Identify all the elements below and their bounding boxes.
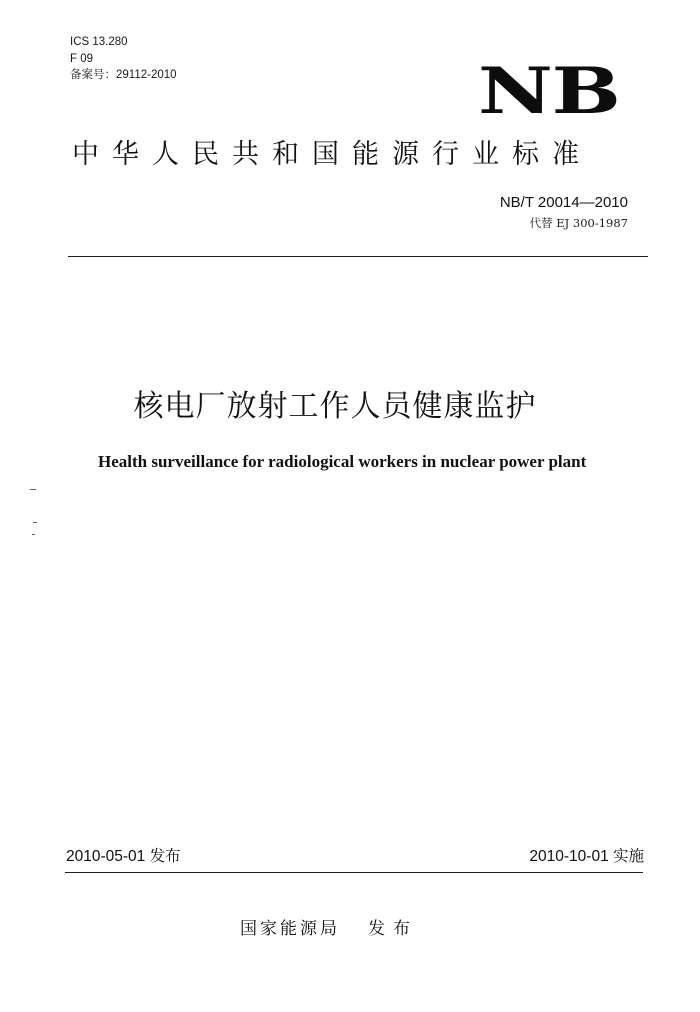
publisher-action: 发布 <box>368 919 418 939</box>
document-title-chinese: 核电厂放射工作人员健康监护 <box>133 389 537 424</box>
nb-logo: NB <box>478 54 620 129</box>
scan-speck <box>32 534 35 535</box>
bottom-divider <box>65 872 643 873</box>
publisher-organization: 国家能源局 <box>240 919 340 939</box>
publisher-line <box>240 918 418 940</box>
scan-speck <box>30 489 36 490</box>
document-title-english: Health surveillance for radiological workers in nuclear power plant <box>98 452 587 471</box>
ccs-code: F 09 <box>70 53 94 65</box>
standard-number: NB/T 20014—2010 <box>499 194 628 211</box>
implementation-date: 2010-10-01 实施 <box>529 848 644 865</box>
replaces-standard: 代替 EJ 300-1987 <box>529 216 628 230</box>
scan-speck <box>33 522 37 523</box>
ics-code: ICS 13.280 <box>70 36 128 48</box>
filing-number: 备案号：29112-2010 <box>70 69 177 81</box>
standard-type-heading: 中华人民共和国能源行业标准 <box>72 139 592 170</box>
issue-date: 2010-05-01 发布 <box>66 848 181 865</box>
top-divider <box>68 256 648 257</box>
